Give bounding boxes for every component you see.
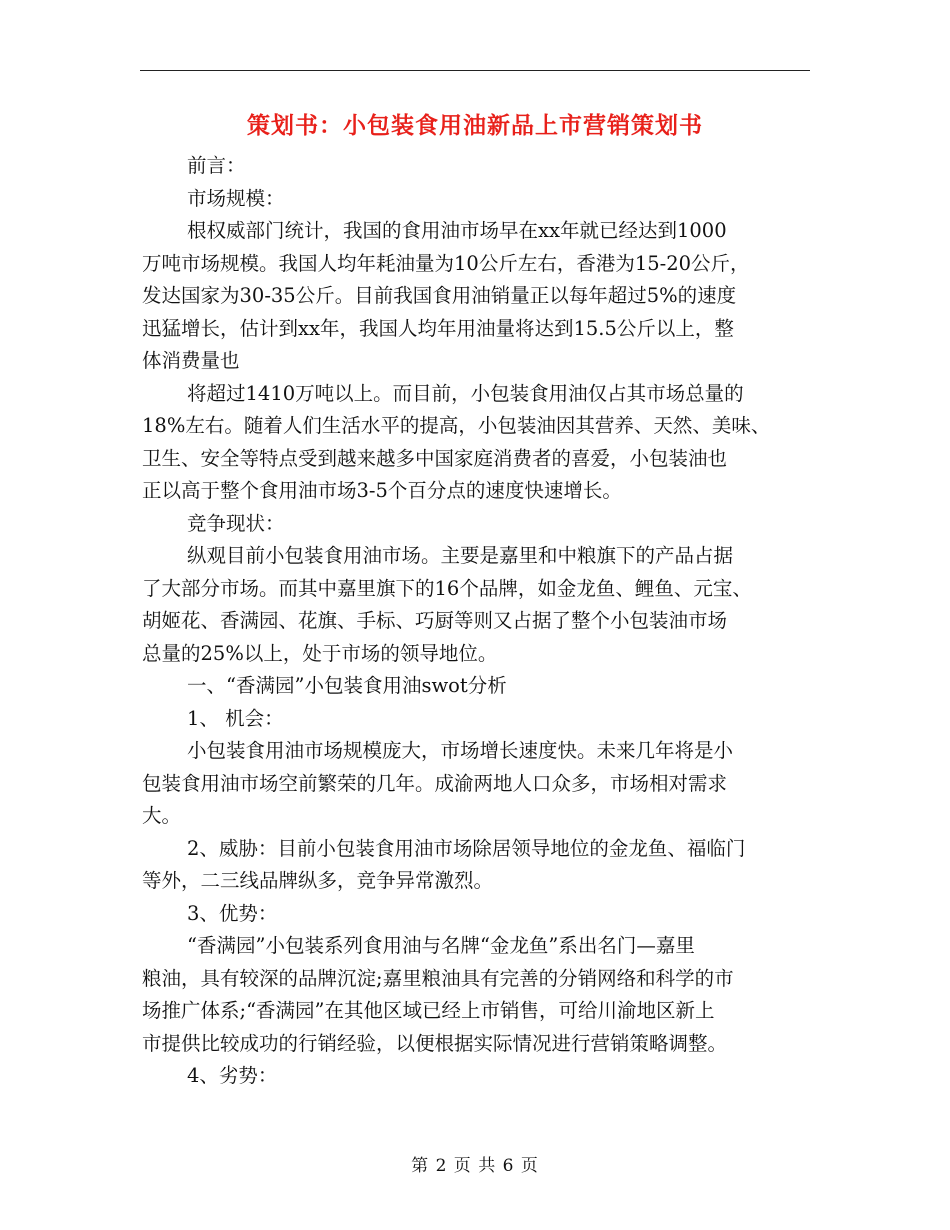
body-line: 万吨市场规模。我国人均年耗油量为10公斤左右，香港为15-20公斤， — [142, 251, 750, 275]
page-number: 第 2 页 共 6 页 — [411, 1156, 539, 1176]
body-line: 大。 — [142, 804, 182, 827]
body-line: 4、劣势： — [187, 1064, 278, 1087]
body-line: 包装食用油市场空前繁荣的几年。成渝两地人口众多，市场相对需求 — [142, 771, 728, 795]
body-line: 根权威部门统计，我国的食用油市场早在xx年就已经达到1000 — [187, 219, 727, 242]
body-line: 一、“香满园”小包装食用油swot分析 — [187, 674, 507, 697]
body-line: 将超过1410万吨以上。而目前，小包装食用油仅占其市场总量的 — [187, 381, 744, 405]
body-line: 前言： — [187, 154, 246, 177]
body-line: 总量的25%以上，处于市场的领导地位。 — [142, 641, 498, 665]
body-line: 18%左右。随着人们生活水平的提高，小包装油因其营养、天然、美味、 — [142, 414, 771, 437]
body-line: “香满园”小包装系列食用油与名牌“金龙鱼”系出名门—嘉里 — [187, 934, 695, 957]
document-body — [142, 150, 814, 1093]
header-rule — [140, 70, 810, 71]
body-line: 迅猛增长，估计到xx年，我国人均年用油量将达到15.5公斤以上，整 — [142, 316, 734, 340]
body-line: 2、威胁：目前小包装食用油市场除居领导地位的金龙鱼、福临门 — [187, 836, 746, 860]
body-line: 纵观目前小包装食用油市场。主要是嘉里和中粮旗下的产品占据 — [187, 544, 734, 567]
body-line: 正以高于整个食用油市场3-5个百分点的速度快速增长。 — [142, 479, 622, 502]
body-line: 小包装食用油市场规模庞大，市场增长速度快。未来几年将是小 — [187, 739, 734, 762]
body-line: 1、 机会： — [187, 706, 284, 730]
body-line: 胡姬花、香满园、花旗、手标、巧厨等则又占据了整个小包装油市场 — [142, 609, 728, 632]
body-line: 市提供比较成功的行销经验，以便根据实际情况进行营销策略调整。 — [142, 1031, 728, 1055]
body-line: 等外，二三线品牌纵多，竞争异常激烈。 — [142, 869, 494, 892]
body-line: 粮油，具有较深的品牌沉淀;嘉里粮油具有完善的分销网络和科学的市 — [142, 966, 734, 990]
body-line: 场推广体系;“香满园”在其他区域已经上市销售，可给川渝地区新上 — [142, 999, 715, 1022]
body-line: 市场规模： — [187, 186, 285, 210]
body-line: 了大部分市场。而其中嘉里旗下的16个品牌，如金龙鱼、鲤鱼、元宝、 — [142, 576, 752, 600]
body-line: 竞争现状： — [187, 511, 285, 535]
body-line: 3、优势： — [187, 901, 278, 925]
body-line: 发达国家为30-35公斤。目前我国食用油销量正以每年超过5%的速度 — [142, 284, 737, 307]
document-title: 策划书：小包装食用油新品上市营销策划书 — [247, 112, 703, 139]
body-line: 卫生、安全等特点受到越来越多中国家庭消费者的喜爱，小包装油也 — [142, 446, 728, 470]
body-line: 体消费量也 — [142, 349, 240, 372]
